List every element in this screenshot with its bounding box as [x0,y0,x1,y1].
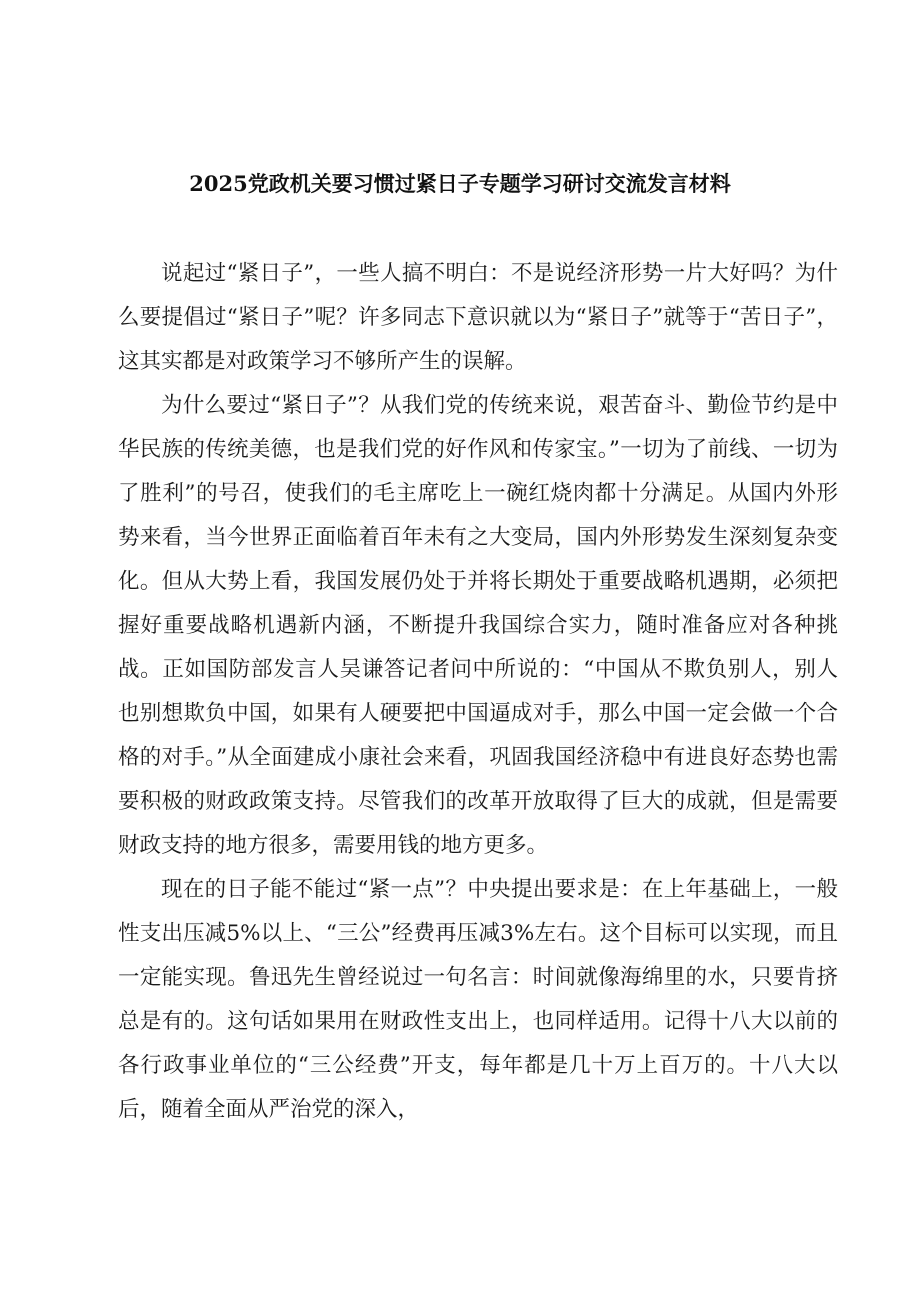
document-body [118,252,838,1132]
paragraph-2: 为什么要过“紧日子”？从我们党的传统来说，艰苦奋斗、勤俭节约是中华民族的传统美德，也是我们党的好作风和传家宝。”一切为了前线、一切为了胜利”的号召，使我们的毛主席吃上一碗红烧肉都十分满足。从国内外形势来看，当今世界正面临着百年未有之大变局，国内外形势发生深刻复杂变化。但从大势上看，我国发展仍处于并将长期处于重要战略机遇期，必须把握好重要战略机遇新内涵，不断提升我国综合实力，随时准备应对各种挑战。正如国防部发言人吴谦答记者问中所说的：“中国从不欺负别人，别人也别想欺负中国，如果有人硬要把中国逼成对手，那么中国一定会做一个合格的对手。”从全面建成小康社会来看，巩固我国经济稳中有进良好态势也需要积极的财政政策支持。尽管我们的改革开放取得了巨大的成就，但是需要财政支持的地方很多，需要用钱的地方更多。 [118,393,838,858]
paragraph-3: 现在的日子能不能过“紧一点”？中央提出要求是：在上年基础上，一般性支出压减5%以上、“三公”经费再压减3%左右。这个目标可以实现，而且一定能实现。鲁迅先生曾经说过一句名言：时间就像海绵里的水，只要肯挤总是有的。这句话如果用在财政性支出上，也同样适用。记得十八大以前的各行政事业单位的“三公经费”开支，每年都是几十万上百万的。十八大以后，随着全面从严治党的深入， [118,877,838,1122]
document-title: 2025党政机关要习惯过紧日子专题学习研讨交流发言材料 [189,171,731,196]
paragraph-1: 说起过“紧日子”，一些人搞不明白：不是说经济形势一片大好吗？为什么要提倡过“紧日子”呢？许多同志下意识就以为“紧日子”就等于“苦日子”，这其实都是对政策学习不够所产生的误解。 [118,261,838,374]
